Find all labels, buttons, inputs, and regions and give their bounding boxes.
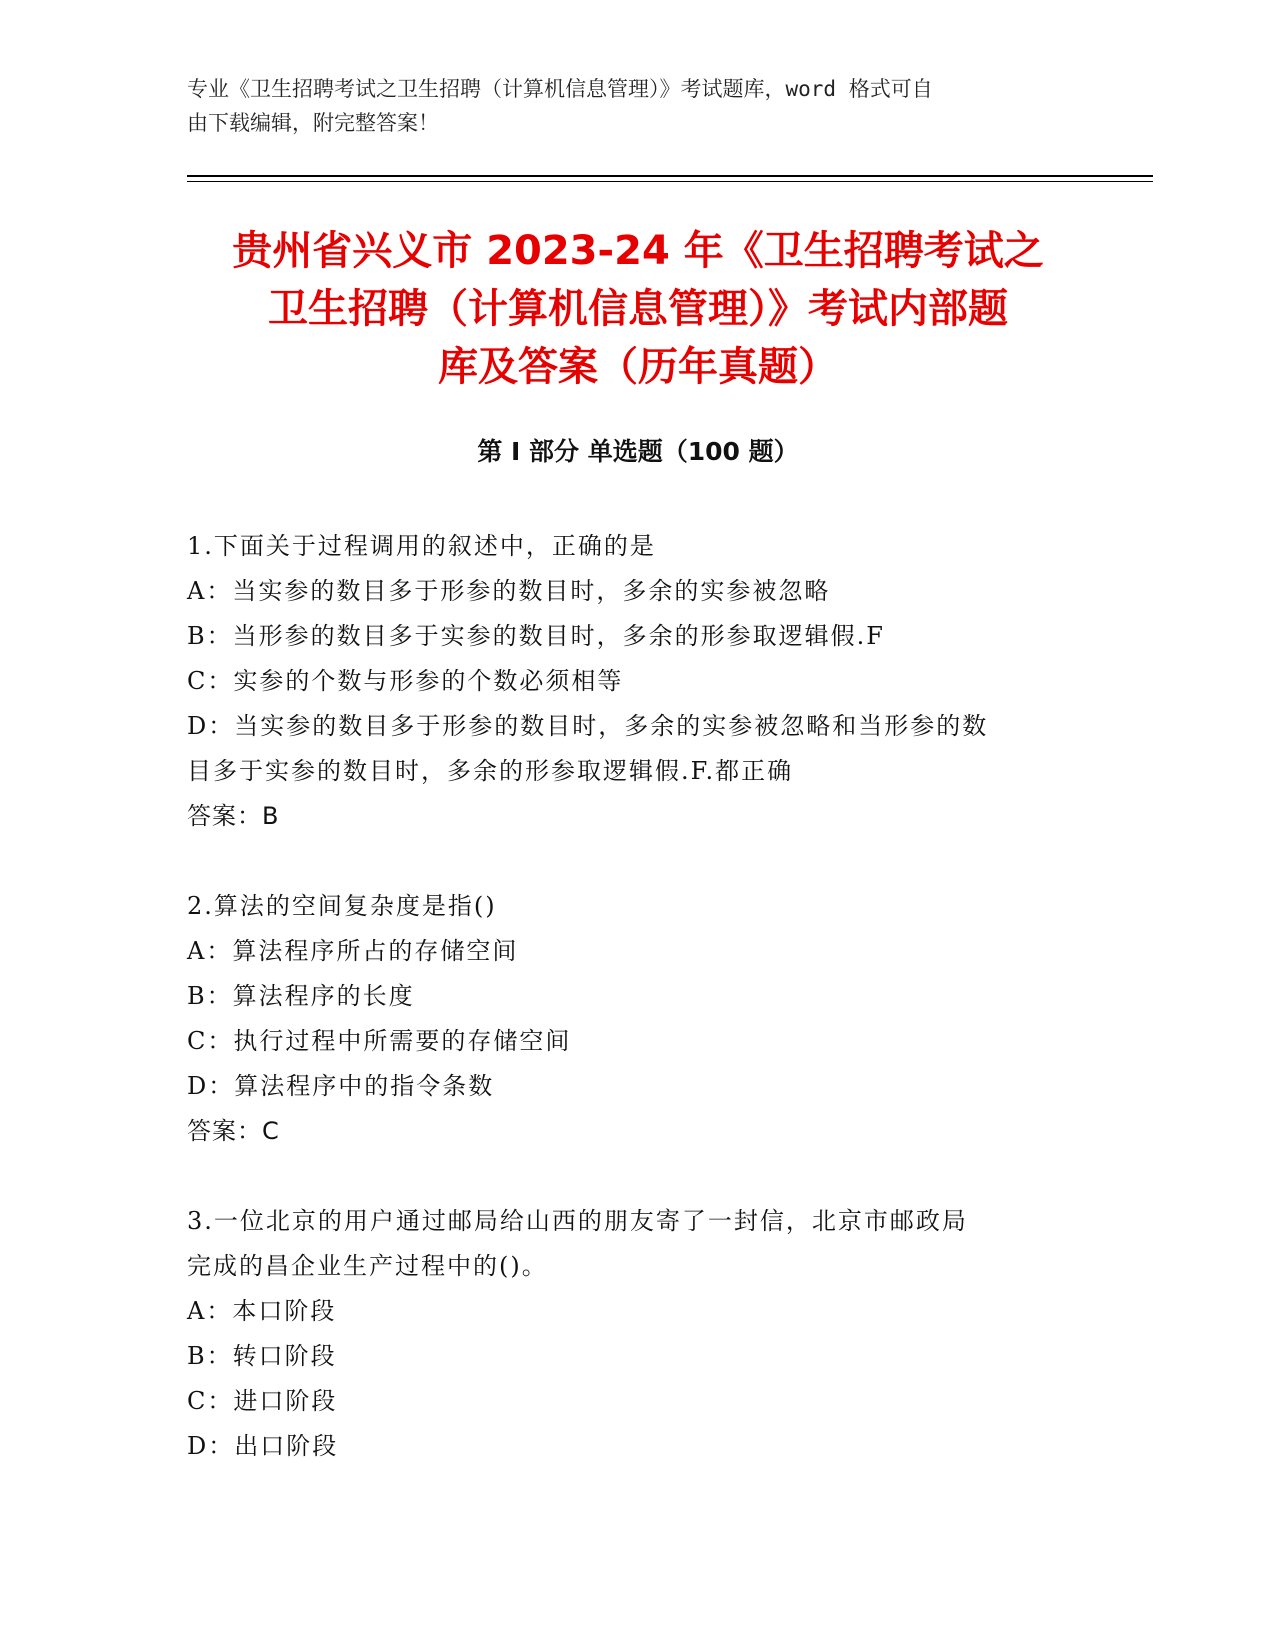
- header-note-line: 专业《卫生招聘考试之卫生招聘（计算机信息管理）》考试题库，word 格式可自: [187, 77, 933, 101]
- option-d: D：算法程序中的指令条数: [187, 1072, 495, 1100]
- option-a: A：当实参的数目多于形参的数目时，多余的实参被忽略: [187, 577, 831, 605]
- option-c: C：执行过程中所需要的存储空间: [187, 1027, 572, 1055]
- question-1: [187, 524, 1087, 839]
- option-b: B：算法程序的长度: [187, 982, 415, 1010]
- option-b: B：当形参的数目多于实参的数目时，多余的形参取逻辑假.F: [187, 622, 885, 650]
- document-title: [187, 222, 1089, 396]
- title-line: 库及答案（历年真题）: [438, 344, 838, 390]
- option-d-continued: 目多于实参的数目时，多余的形参取逻辑假.F.都正确: [187, 757, 794, 785]
- title-line: 卫生招聘（计算机信息管理）》考试内部题: [268, 286, 1008, 332]
- option-c: C：实参的个数与形参的个数必须相等: [187, 667, 624, 695]
- header-divider-thin: [187, 181, 1153, 182]
- answer: 答案：B: [187, 802, 280, 830]
- option-a: A：算法程序所占的存储空间: [187, 937, 519, 965]
- header-note-line: 由下载编辑，附完整答案！: [187, 111, 439, 135]
- question-stem: 1.下面关于过程调用的叙述中，正确的是: [187, 532, 656, 560]
- option-c: C：进口阶段: [187, 1387, 338, 1415]
- question-stem: 2.算法的空间复杂度是指(): [187, 892, 497, 920]
- answer: 答案：C: [187, 1117, 280, 1145]
- section-title: 第 I 部分 单选题（100 题）: [477, 437, 799, 466]
- question-stem-continued: 完成的昌企业生产过程中的()。: [187, 1252, 548, 1280]
- question-stem: 3.一位北京的用户通过邮局给山西的朋友寄了一封信，北京市邮政局: [187, 1207, 968, 1235]
- option-a: A：本口阶段: [187, 1297, 337, 1325]
- header-note: [187, 72, 1067, 140]
- title-line: 贵州省兴义市 2023-24 年《卫生招聘考试之: [232, 228, 1044, 274]
- question-3: [187, 1199, 1087, 1469]
- question-2: [187, 884, 1087, 1154]
- option-b: B：转口阶段: [187, 1342, 337, 1370]
- question-list: [187, 524, 1087, 1514]
- option-d: D：出口阶段: [187, 1432, 339, 1460]
- option-d: D：当实参的数目多于形参的数目时，多余的实参被忽略和当形参的数: [187, 712, 989, 740]
- header-divider: [187, 175, 1153, 177]
